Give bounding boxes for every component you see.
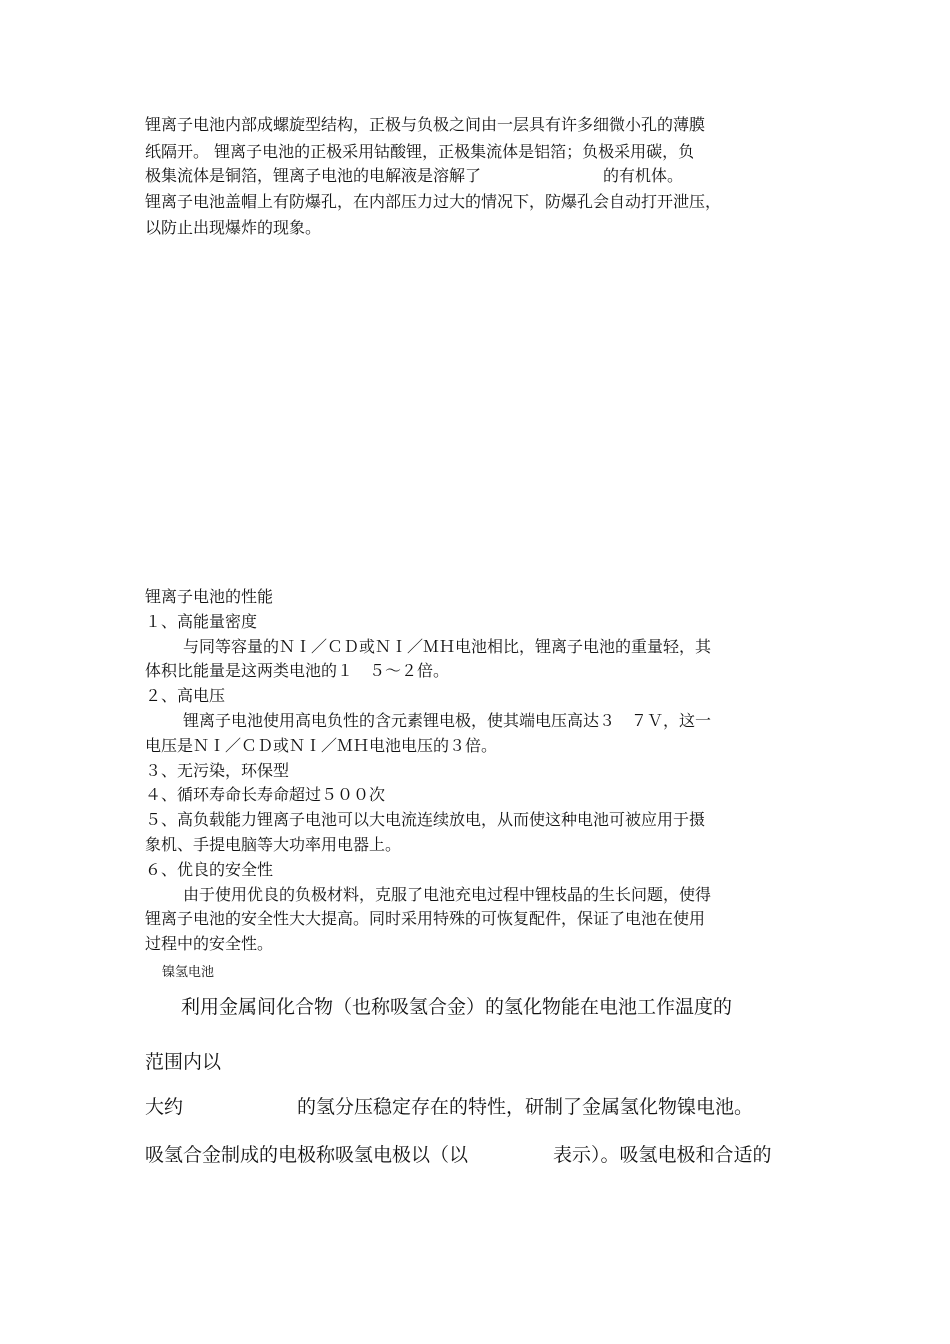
perf-item-5-b: 象机、手提电脑等大功率用电器上。 bbox=[145, 835, 402, 854]
perf-item-2-text-a: 锂离子电池使用高电负性的含元素锂电极，使其端电压高达３ ７Ｖ，这一 bbox=[183, 711, 712, 730]
nimh-line-1: 利用金属间化合物（也称吸氢合金）的氢化物能在电池工作温度的 bbox=[181, 996, 733, 1018]
intro-line-4: 锂离子电池盖帽上有防爆孔，在内部压力过大的情况下，防爆孔会自动打开泄压， bbox=[145, 192, 722, 211]
nimh-title: 镍氢电池 bbox=[162, 965, 215, 980]
perf-item-1-text-b: 体积比能量是这两类电池的１ ５～２倍。 bbox=[145, 661, 450, 680]
performance-title: 锂离子电池的性能 bbox=[145, 587, 274, 606]
perf-item-2-heading: ２、高电压 bbox=[145, 686, 226, 705]
intro-line-3b: 的有机体。 bbox=[603, 166, 684, 185]
intro-line-3a: 极集流体是铜箔，锂离子电池的电解液是溶解了 bbox=[145, 166, 482, 185]
perf-item-6-text-b: 锂离子电池的安全性大大提高。同时采用特殊的可恢复配件，保证了电池在使用 bbox=[145, 909, 706, 928]
perf-item-6-text-a: 由于使用优良的负极材料，克服了电池充电过程中锂枝晶的生长问题，使得 bbox=[183, 885, 712, 904]
intro-line-5: 以防止出现爆炸的现象。 bbox=[145, 218, 322, 237]
intro-line-1: 锂离子电池内部成螺旋型结构，正极与负极之间由一层具有许多细微小孔的薄膜 bbox=[145, 115, 706, 134]
perf-item-5-a: ５、高负载能力锂离子电池可以大电流连续放电，从而使这种电池可被应用于摄 bbox=[145, 810, 706, 829]
perf-item-1-heading: １、高能量密度 bbox=[145, 612, 258, 631]
perf-item-4: ４、循环寿命长寿命超过５００次 bbox=[145, 785, 386, 804]
perf-item-1-text-a: 与同等容量的ＮＩ／ＣＤ或ＮＩ／ＭＨ电池相比，锂离子电池的重量轻，其 bbox=[183, 637, 712, 656]
nimh-line-4b: 表示）。吸氢电极和合适的 bbox=[553, 1144, 772, 1166]
perf-item-2-text-b: 电压是ＮＩ／ＣＤ或ＮＩ／ＭＨ电池电压的３倍。 bbox=[145, 736, 498, 755]
perf-item-6-heading: ６、优良的安全性 bbox=[145, 860, 274, 879]
nimh-line-2: 范围内以 bbox=[145, 1051, 222, 1073]
nimh-line-4a: 吸氢合金制成的电极称吸氢电极以（以 bbox=[145, 1144, 469, 1166]
perf-item-3: ３、无污染，环保型 bbox=[145, 761, 290, 780]
nimh-line-3a: 大约 bbox=[145, 1096, 184, 1118]
intro-line-2: 纸隔开。 锂离子电池的正极采用钴酸锂，正极集流体是铝箔；负极采用碳，负 bbox=[145, 142, 695, 161]
nimh-line-3b: 的氢分压稳定存在的特性，研制了金属氢化物镍电池。 bbox=[297, 1096, 754, 1118]
perf-item-6-text-c: 过程中的安全性。 bbox=[145, 934, 274, 953]
